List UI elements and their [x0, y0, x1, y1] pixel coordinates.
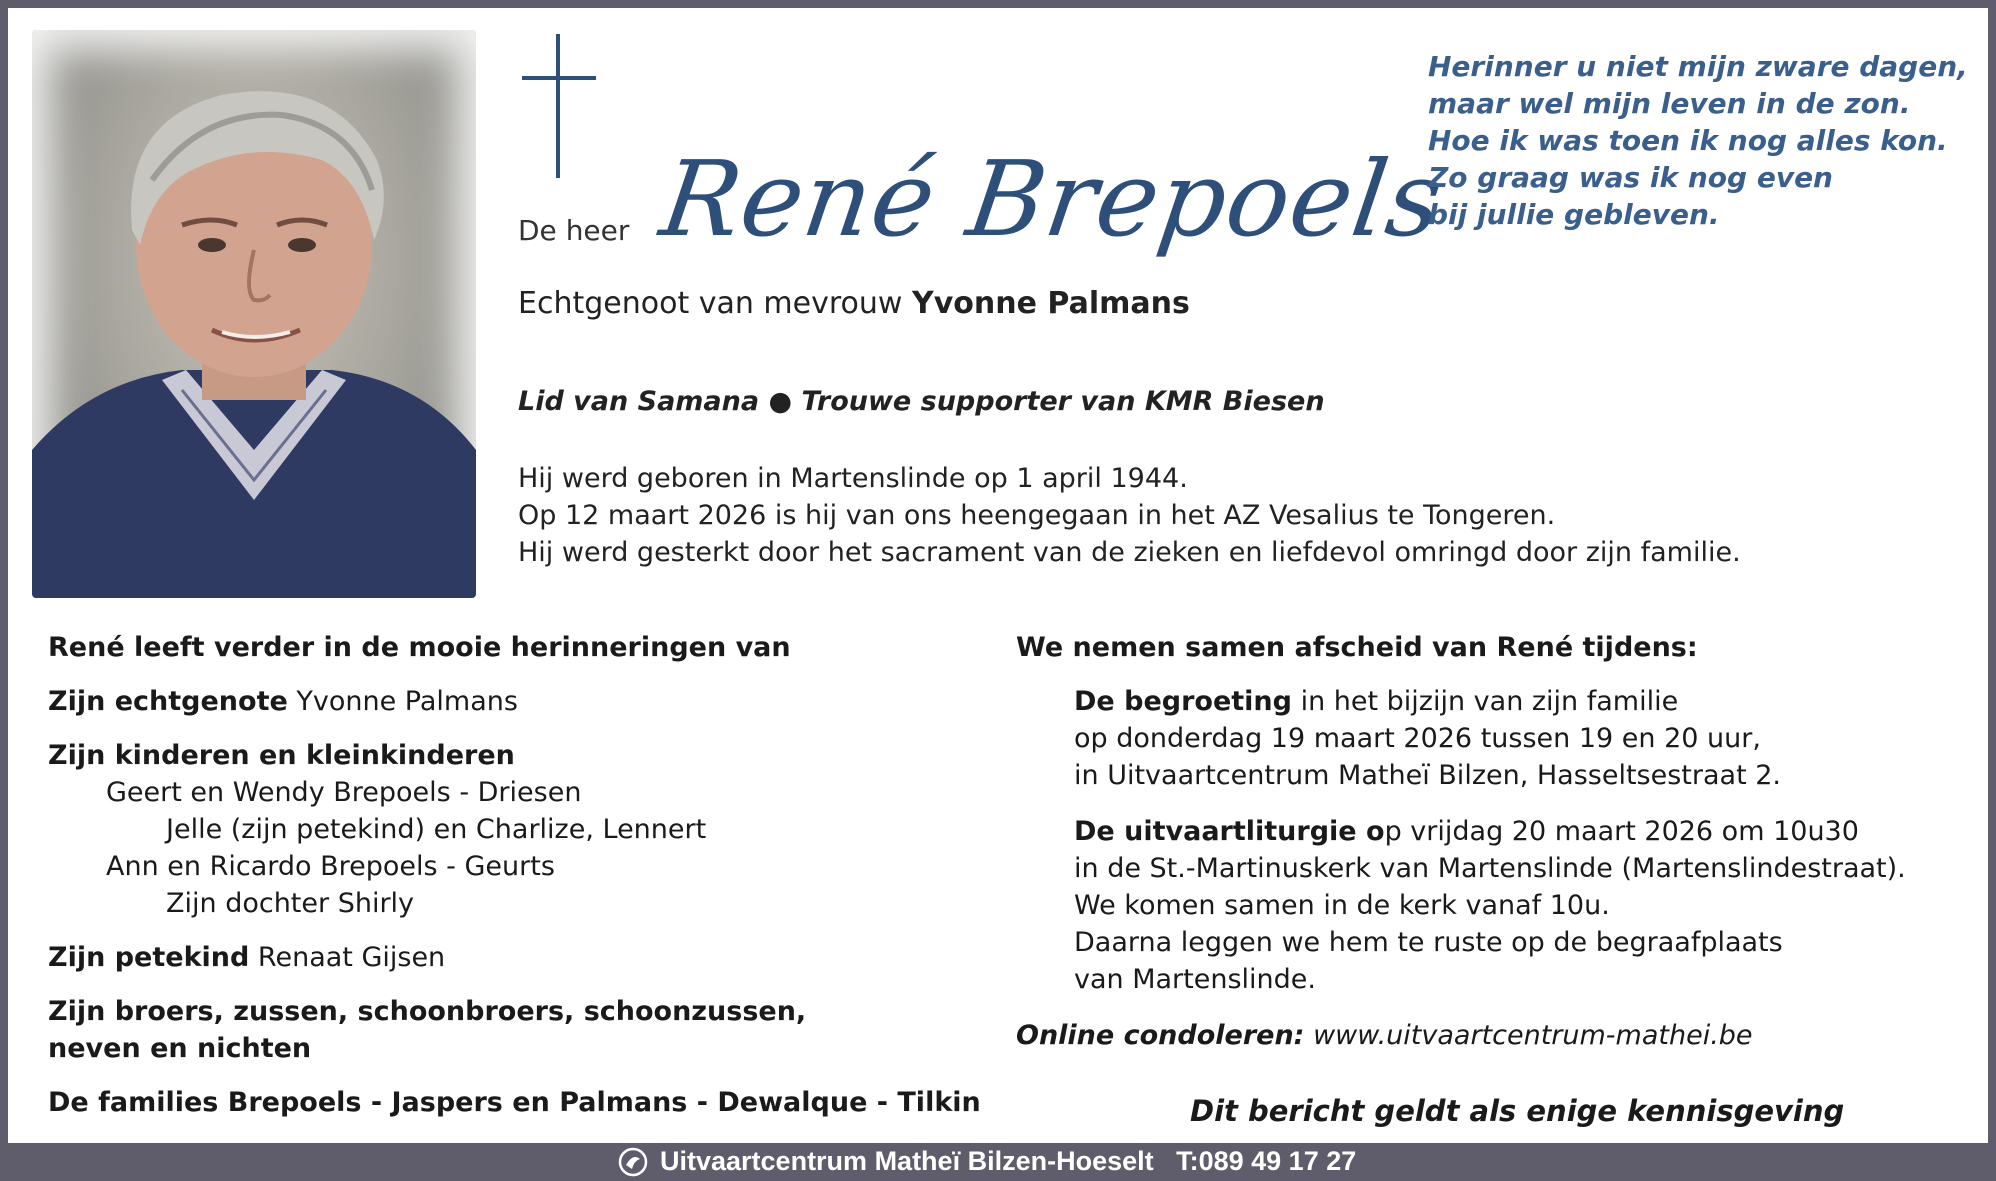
- liturgy-rest: p vrijdag 20 maart 2026 om 10u30: [1384, 816, 1859, 847]
- liturgy-line: van Martenslinde.: [1074, 964, 1316, 995]
- families-line: De families Brepoels - Jaspers en Palmans - Dewalque - Tilkin: [48, 1087, 981, 1118]
- godchild-line: [48, 942, 981, 996]
- godchild-name: Renaat Gijsen: [257, 942, 446, 973]
- poem-line: Herinner u niet mijn zware dagen,: [1428, 50, 1968, 83]
- liturgy-line: in de St.-Martinuskerk van Martenslinde (Martenslindestraat).: [1074, 853, 1906, 884]
- membership-line: Lid van Samana ● Trouwe supporter van KMR Biesen: [518, 386, 1325, 417]
- bio-line: Op 12 maart 2026 is hij van ons heengegaan in het AZ Vesalius te Tongeren.: [518, 500, 1556, 531]
- liturgy-line: Daarna leggen we hem te ruste op de begraafplaats: [1074, 927, 1783, 958]
- portrait-photo: [32, 30, 476, 598]
- wife-label: Zijn echtgenote: [48, 686, 288, 717]
- child-line: Geert en Wendy Brepoels - Driesen: [106, 777, 582, 808]
- poem-line: Hoe ik was toen ik nog alles kon.: [1428, 124, 1948, 157]
- farewell-heading: We nemen samen afscheid van René tijdens:: [1016, 632, 1698, 663]
- footer-content: [618, 1146, 1356, 1177]
- portrait-illustration: [32, 30, 476, 598]
- bio-line: Hij werd gesterkt door het sacrament van de zieken en liefdevol omringd door zijn familie.: [518, 537, 1741, 568]
- godchild-label: Zijn petekind: [48, 942, 250, 973]
- online-condolence-line: [1016, 1020, 1906, 1057]
- title-prefix: De heer: [518, 214, 630, 247]
- wife-line: [48, 686, 981, 740]
- farewell-section: [1016, 632, 1906, 1057]
- siblings-line: neven en nichten: [48, 1033, 312, 1064]
- poem: [1428, 48, 1968, 233]
- children-heading: Zijn kinderen en kleinkinderen: [48, 740, 515, 771]
- memories-heading: René leeft verder in de mooie herinneringen van: [48, 632, 791, 663]
- greeting-label: De begroeting: [1074, 686, 1292, 717]
- biography: [518, 460, 1741, 571]
- poem-line: bij jullie gebleven.: [1428, 198, 1720, 231]
- bio-line: Hij werd geboren in Martenslinde op 1 april 1944.: [518, 463, 1188, 494]
- grandchild-line: Zijn dochter Shirly: [166, 888, 415, 919]
- footer-text: Uitvaartcentrum Matheï Bilzen-Hoeselt T:089 49 17 27: [660, 1146, 1357, 1176]
- memories-section: [48, 632, 981, 1124]
- siblings-line: Zijn broers, zussen, schoonbroers, schoonzussen,: [48, 996, 807, 1027]
- footer-bar: [0, 1143, 1996, 1181]
- obituary-card: [8, 8, 1988, 1143]
- online-label: Online condoleren:: [1016, 1020, 1305, 1051]
- liturgy-label: De uitvaartliturgie o: [1074, 816, 1385, 847]
- greeting-line: [1016, 686, 1906, 723]
- deceased-name: René Brepoels: [654, 138, 1451, 260]
- funeral-home-logo-icon: [618, 1147, 648, 1177]
- liturgy-line: [1016, 816, 1906, 853]
- poem-line: maar wel mijn leven in de zon.: [1428, 87, 1911, 120]
- poem-line: Zo graag was ik nog even: [1428, 161, 1833, 194]
- greeting-rest: in het bijzijn van zijn familie: [1291, 686, 1679, 717]
- greeting-line: op donderdag 19 maart 2026 tussen 19 en 20 uur,: [1074, 723, 1761, 754]
- greeting-line: in Uitvaartcentrum Matheï Bilzen, Hasseltsestraat 2.: [1074, 760, 1782, 791]
- cross-icon: [522, 34, 596, 178]
- notice-line: Dit bericht geldt als enige kennisgeving: [1190, 1094, 1845, 1128]
- online-url[interactable]: www.uitvaartcentrum-mathei.be: [1304, 1020, 1753, 1051]
- liturgy-line: We komen samen in de kerk vanaf 10u.: [1074, 890, 1610, 921]
- wife-name: Yvonne Palmans: [296, 686, 518, 717]
- spouse-label: Echtgenoot van mevrouw: [518, 286, 903, 321]
- spouse-line: [518, 286, 1190, 321]
- spouse-name: Yvonne Palmans: [912, 286, 1190, 321]
- grandchild-line: Jelle (zijn petekind) en Charlize, Lennert: [166, 814, 707, 845]
- child-line: Ann en Ricardo Brepoels - Geurts: [106, 851, 555, 882]
